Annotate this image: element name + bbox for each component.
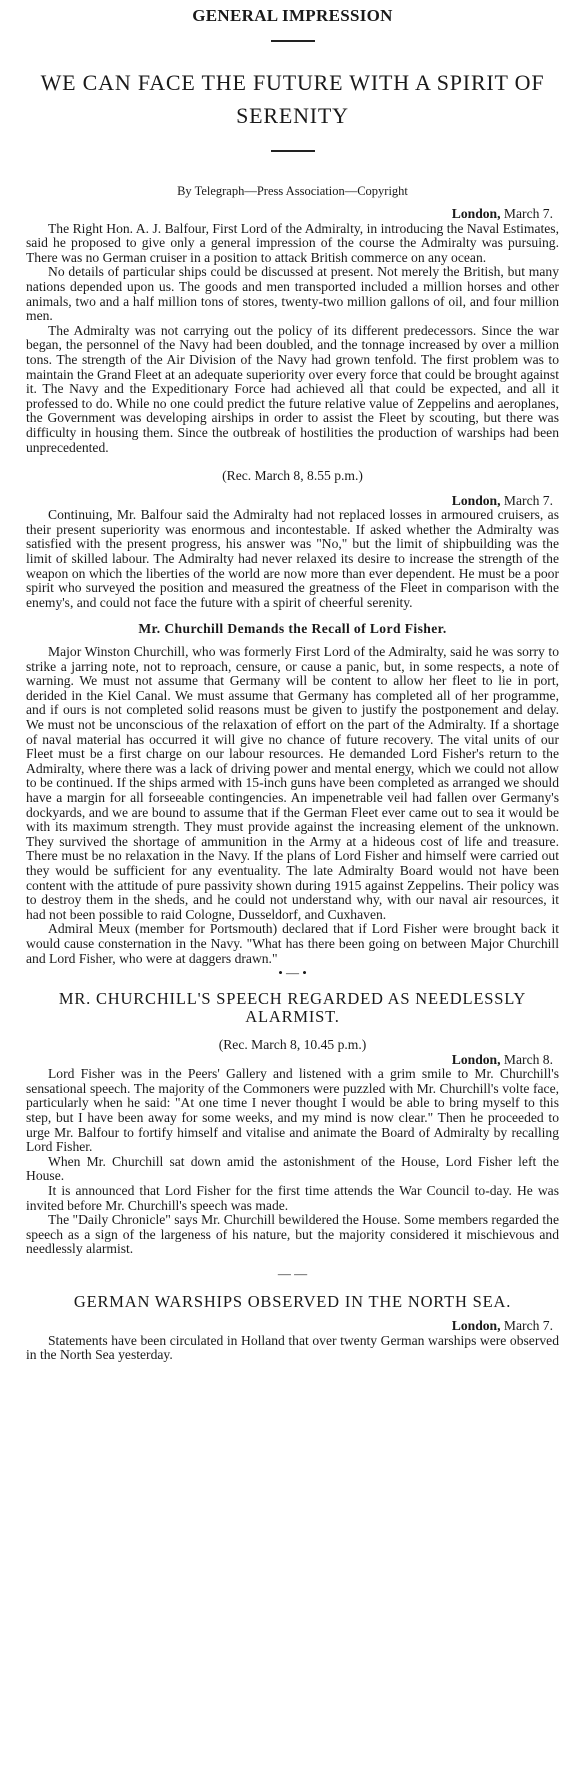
article-section-4 <box>26 990 559 1281</box>
dateline-date: March 7. <box>503 492 553 508</box>
section-kicker: GENERAL IMPRESSION <box>192 6 393 25</box>
article-section-3 <box>26 622 559 980</box>
divider-rule <box>271 40 315 42</box>
section-headline: MR. CHURCHILL'S SPEECH REGARDED AS NEEDLESSLY ALARMIST. <box>58 989 527 1027</box>
received-timestamp: (Rec. March 8, 10.45 p.m.) <box>218 1037 367 1053</box>
section-headline: GERMAN WARSHIPS OBSERVED IN THE NORTH SEA. <box>73 1292 512 1311</box>
article-section-5 <box>26 1293 559 1363</box>
paragraph: Continuing, Mr. Balfour said the Admiralty had not replaced losses in armoured cruisers, as their present superiority was enormous and incontestable. If asked whether the Admiralty was satisfied with the present progress, his answer was "No," but the limit of shipbuilding was the limit of skilled labour. The Admiralty had never relaxed its desire to increase the strength of the weapon on which the liberties of the world are now more than ever dependent. He must be a poor spirit who surveyed the position and measured the greatness of the Fleet in comparison with the enemy's, and could not face the future with a spirit of cheerful serenity. <box>26 507 559 610</box>
dateline-place: London, <box>451 1318 501 1333</box>
paragraph: The "Daily Chronicle" says Mr. Churchill bewildered the House. Some members regarded the speech as a sign of the largeness of his nature, but the majority considered it mischievous and needlessly alarmist. <box>26 1212 559 1257</box>
divider-rule <box>271 150 315 152</box>
subheading: Mr. Churchill Demands the Recall of Lord Fisher. <box>138 621 447 637</box>
article-section-2 <box>26 469 559 610</box>
section-separator: — — <box>277 1266 308 1281</box>
main-headline: WE CAN FACE THE FUTURE WITH A SPIRIT OF SERENITY <box>40 70 545 128</box>
paragraph: The Admiralty was not carrying out the policy of its different predecessors. Since the war began, the personnel of the Navy had been doubled, and the tonnage increased by over a million tons. The strength of the Air Division of the Navy had grown tenfold. The first problem was to maintain the Grand Fleet at an adequate superiority over every force that could be brought against it. The Navy and the Expeditionary Force had achieved all that could be expected, and all it professed to do. While no one could predict the future relative value of Zeppelins and aeroplanes, the Government was developing airships in order to assist the Fleet by scouting, but there was difficulty in housing them. Since the outbreak of hostilities the production of warships had been unprecedented. <box>26 322 559 455</box>
dateline-date: March 7. <box>503 1318 553 1333</box>
section-separator: • — • <box>278 965 307 981</box>
dateline-place: London, <box>451 206 501 221</box>
received-timestamp: (Rec. March 8, 8.55 p.m.) <box>222 468 363 484</box>
dateline <box>26 1319 559 1334</box>
dateline-date: March 7. <box>503 206 553 221</box>
paragraph: Major Winston Churchill, who was formerly First Lord of the Admiralty, said he was sorry to strike a jarring note, not to reproach, censure, or cause a panic, but, in some respects, a note of warning. We must not assume that Germany will be content to allow her fleet to lie in port, derided in the Kiel Canal. We must assume that Germany has completed all of her programme, and if ours is not completed solid reasons must be given to justify the postponement and delay. We must not be unconscious of the relaxation of effort on the part of the Admiralty. If a shortage of naval material has occurred it will give no chance of future recovery. The vital units of our Fleet must be a first charge on our labour resources. He demanded Lord Fisher's return to the Admiralty, where there was a lack of driving power and mental energy, which we could not allow to be continued. If the ships armed with 15-inch guns have been completed as arranged we should have a margin for all forseeable contingencies. An impenetrable veil had fallen over Germany's dockyards, and we are bound to assume that if the German Fleet ever came out to sea it would be with its maximum strength. They must provide against the increasing element of the unknown. They survived the shortage of ammunition in the Army at a hideous cost of life and treasure. There must be no relaxation in the Navy. If the plans of Lord Fisher and himself were carried out they would be sufficient for any eventuality. The late Admiralty Board would not have been content with the attitude of pure passivity shown during 1915 against Zeppelins. Their policy was to destroy them in the sheds, and he could not understand why, with our naval air resources, it had not been possible to raid Cologne, Dusseldorf, and Cuxhaven. <box>26 644 559 922</box>
article-section-1 <box>26 207 559 455</box>
dateline-date: March 8. <box>503 1051 553 1067</box>
paragraph: Admiral Meux (member for Portsmouth) declared that if Lord Fisher were brought back it would cause consternation in the Navy. "What has there been going on between Major Churchill and Lord Fisher, who were at daggers drawn." <box>26 921 559 966</box>
paragraph: Statements have been circulated in Holland that over twenty German warships were observed in the North Sea yesterday. <box>26 1332 559 1363</box>
dateline-place: London, <box>451 492 501 508</box>
paragraph: When Mr. Churchill sat down amid the astonishment of the House, Lord Fisher left the House. <box>26 1153 559 1184</box>
dateline-place: London, <box>451 1051 501 1067</box>
dateline <box>26 494 559 509</box>
paragraph: Lord Fisher was in the Peers' Gallery and listened with a grim smile to Mr. Churchill's sensational speech. The majority of the Commoners were puzzled with Mr. Churchill's volte face, particularly when he said: "At one time I never thought I would be able to bring myself to this step, but I have been away for some weeks, and my mind is now clear." Then he proceeded to urge Mr. Balfour to fortify himself and vitalise and animate the Board of Admiralty by recalling Lord Fisher. <box>26 1066 559 1155</box>
dateline <box>26 207 559 222</box>
paragraph: No details of particular ships could be discussed at present. Not merely the British, but many nations depended upon us. The goods and men transported included a million horses and other animals, two and a half million tons of stores, twenty-two million gallons of oil, and four million men. <box>26 264 559 324</box>
paragraph: The Right Hon. A. J. Balfour, First Lord of the Admiralty, in introducing the Naval Estimates, said he proposed to give only a general impression of the course the Admiralty was pursuing. There was no German cruiser in a position to attack British commerce on any ocean. <box>26 220 559 265</box>
paragraph: It is announced that Lord Fisher for the first time attends the War Council to-day. He was invited before Mr. Churchill's speech was made. <box>26 1183 559 1213</box>
dateline <box>26 1053 559 1068</box>
byline: By Telegraph—Press Association—Copyright <box>177 184 408 198</box>
